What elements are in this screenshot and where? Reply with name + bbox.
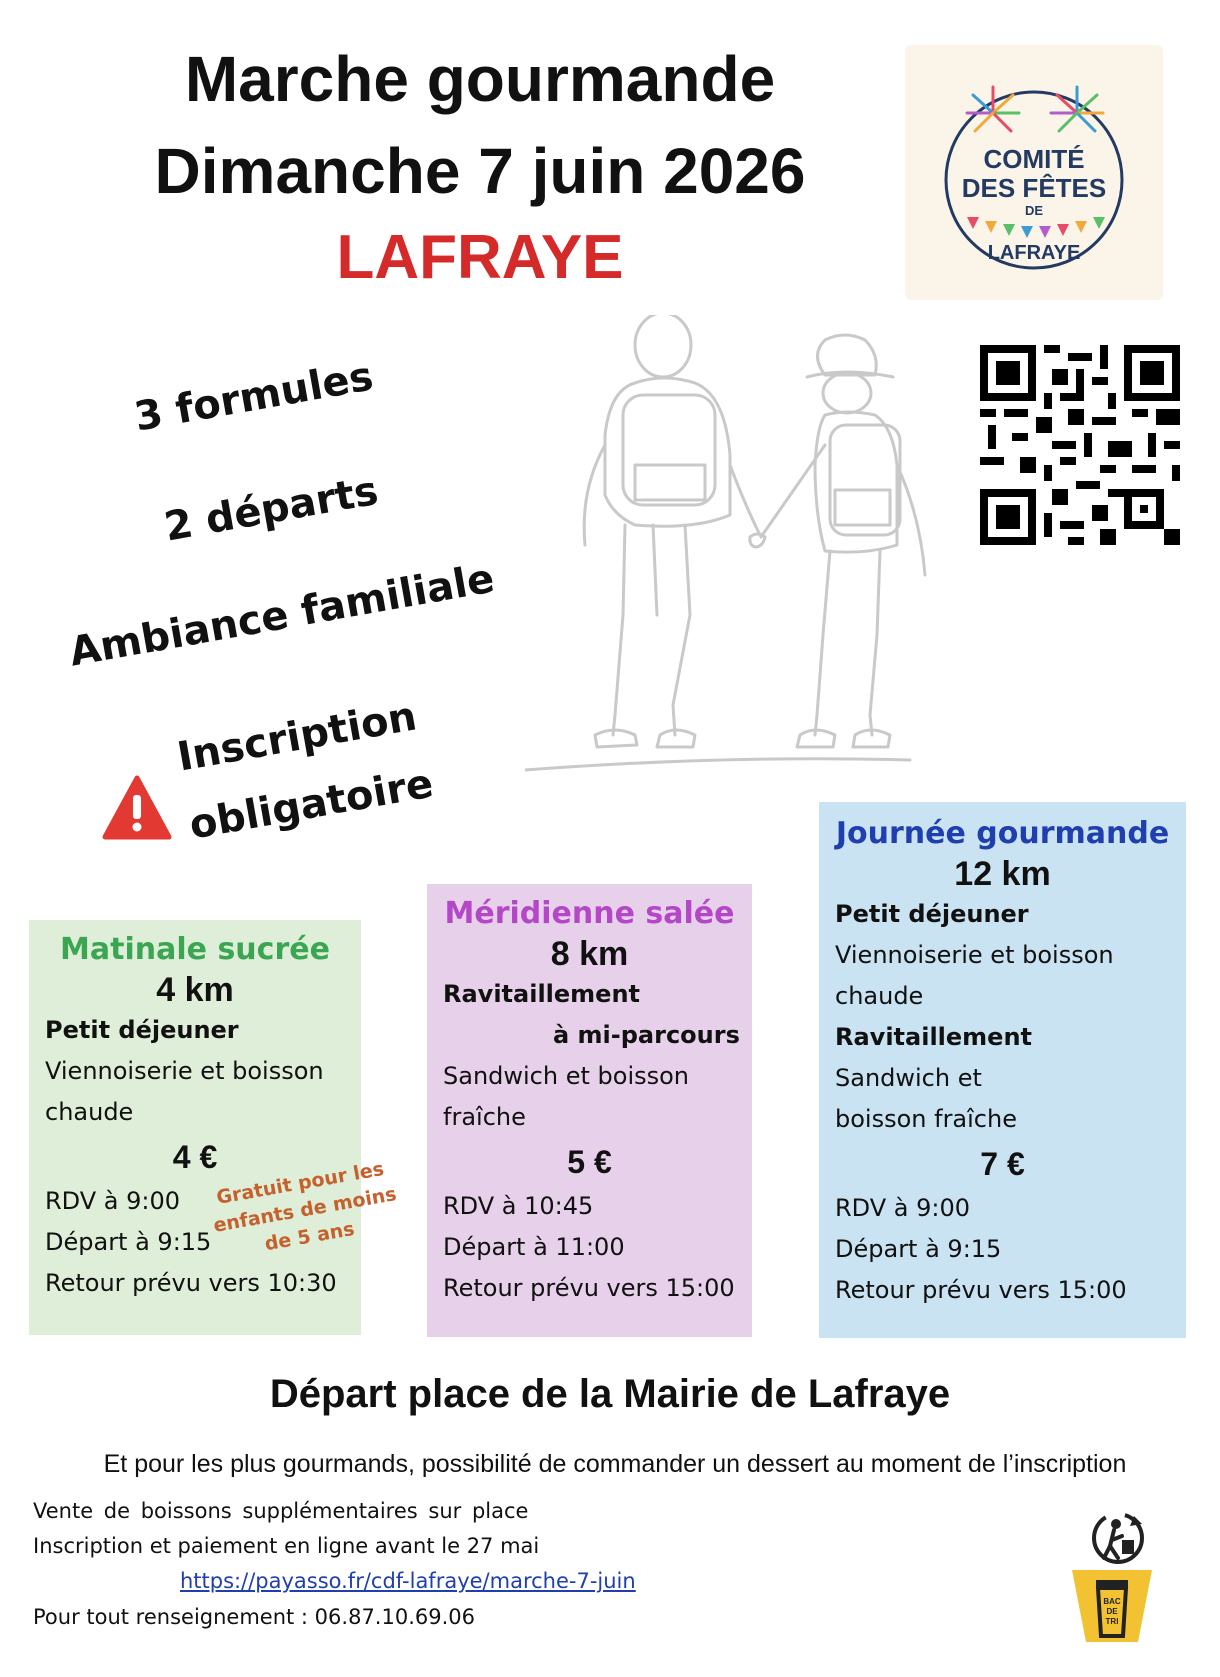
offer-title: Méridienne salée [444,896,735,931]
registration-link[interactable]: https://payasso.fr/cdf-lafraye/marche-7-juin [180,1569,636,1593]
slogan-obligatoire: obligatoire [186,760,437,849]
slogan-ambiance: Ambiance familiale [66,555,498,676]
offer-item-line: chaude [45,1098,134,1126]
bin-label-line-3: TRI [1105,1617,1119,1626]
bin-label-line-2: DE [1106,1607,1118,1616]
dessert-note: Et pour les plus gourmands, possibilité de commander un dessert au moment de l’inscription [103,1450,1127,1478]
offer-rdv: RDV à 10:45 [443,1192,594,1220]
offer-card-matinale [29,920,361,1335]
comite-des-fetes-logo [905,45,1163,300]
offer-price: 7 € [980,1146,1025,1182]
offer-price: 4 € [172,1139,218,1175]
offer-retour: Retour prévu vers 15:00 [443,1274,735,1302]
offer-item-line: Viennoiserie et boisson [835,941,1114,969]
offer-item-line: Sandwich et boisson [443,1062,690,1090]
qr-code[interactable] [980,345,1180,545]
free-for-children-note: Gratuit pour les enfants de moins de 5 ans [211,1157,399,1256]
offer-rdv: RDV à 9:00 [835,1194,971,1222]
offer-item-title: Ravitaillement [443,980,641,1008]
offer-item-title: Ravitaillement [835,1023,1033,1051]
offer-item-title: à mi-parcours [553,1021,740,1049]
offer-distance: 4 km [156,971,234,1009]
offer-title: Journée gourmande [835,816,1170,851]
offer-depart: Départ à 9:15 [835,1235,1002,1263]
offer-card-journee [819,802,1186,1338]
slogan-inscription: Inscription [174,693,421,781]
offer-item-line: Viennoiserie et boisson [45,1057,324,1085]
offer-depart: Départ à 11:00 [443,1233,625,1261]
slogan-departs: 2 départs [161,467,382,551]
slogan-formules: 3 formules [131,353,377,441]
offer-retour: Retour prévu vers 10:30 [45,1269,337,1297]
title-event-date: Dimanche 7 juin 2026 [154,135,806,207]
offer-item-line: fraîche [443,1103,526,1131]
hikers-illustration [525,315,975,805]
bunting-icon [967,217,1105,238]
contact-info: Pour tout renseignement : 06.87.10.69.06 [33,1605,475,1629]
registration-deadline: Inscription et paiement en ligne avant le 27 mai [33,1534,540,1558]
offer-distance: 12 km [954,855,1051,893]
logo-line-4: LAFRAYE [987,242,1081,264]
meeting-place-heading: Départ place de la Mairie de Lafraye [269,1372,951,1416]
offer-item-title: Petit déjeuner [45,1016,239,1044]
offer-distance: 8 km [550,935,629,973]
drinks-sale-note: Vente de boissons supplémentaires sur place [33,1499,529,1523]
sorting-bin-icon [1072,1570,1152,1642]
offer-price: 5 € [567,1144,612,1180]
offer-rdv: RDV à 9:00 [45,1187,181,1215]
title-event-location: LAFRAYE [336,223,624,292]
fireworks-icon [967,87,1103,131]
offer-depart: Départ à 9:15 [45,1228,212,1256]
offer-item-line: boisson fraîche [835,1105,1017,1133]
offer-retour: Retour prévu vers 15:00 [835,1276,1127,1304]
logo-line-1: COMITÉ [983,144,1085,174]
recycle-icon [1090,1510,1146,1566]
offer-title: Matinale sucrée [60,932,330,967]
logo-line-3: DE [1024,203,1044,218]
logo-graphic [905,45,1163,300]
offer-card-meridienne [427,884,752,1337]
logo-line-2: DES FÊTES [961,173,1107,203]
offer-item-line: chaude [835,982,924,1010]
offer-item-title: Petit déjeuner [835,900,1029,928]
warning-icon [102,775,172,841]
offer-item-line: Sandwich et [835,1064,982,1092]
bin-label-line-1: BAC [1103,1597,1121,1606]
title-event-name: Marche gourmande [184,43,776,115]
